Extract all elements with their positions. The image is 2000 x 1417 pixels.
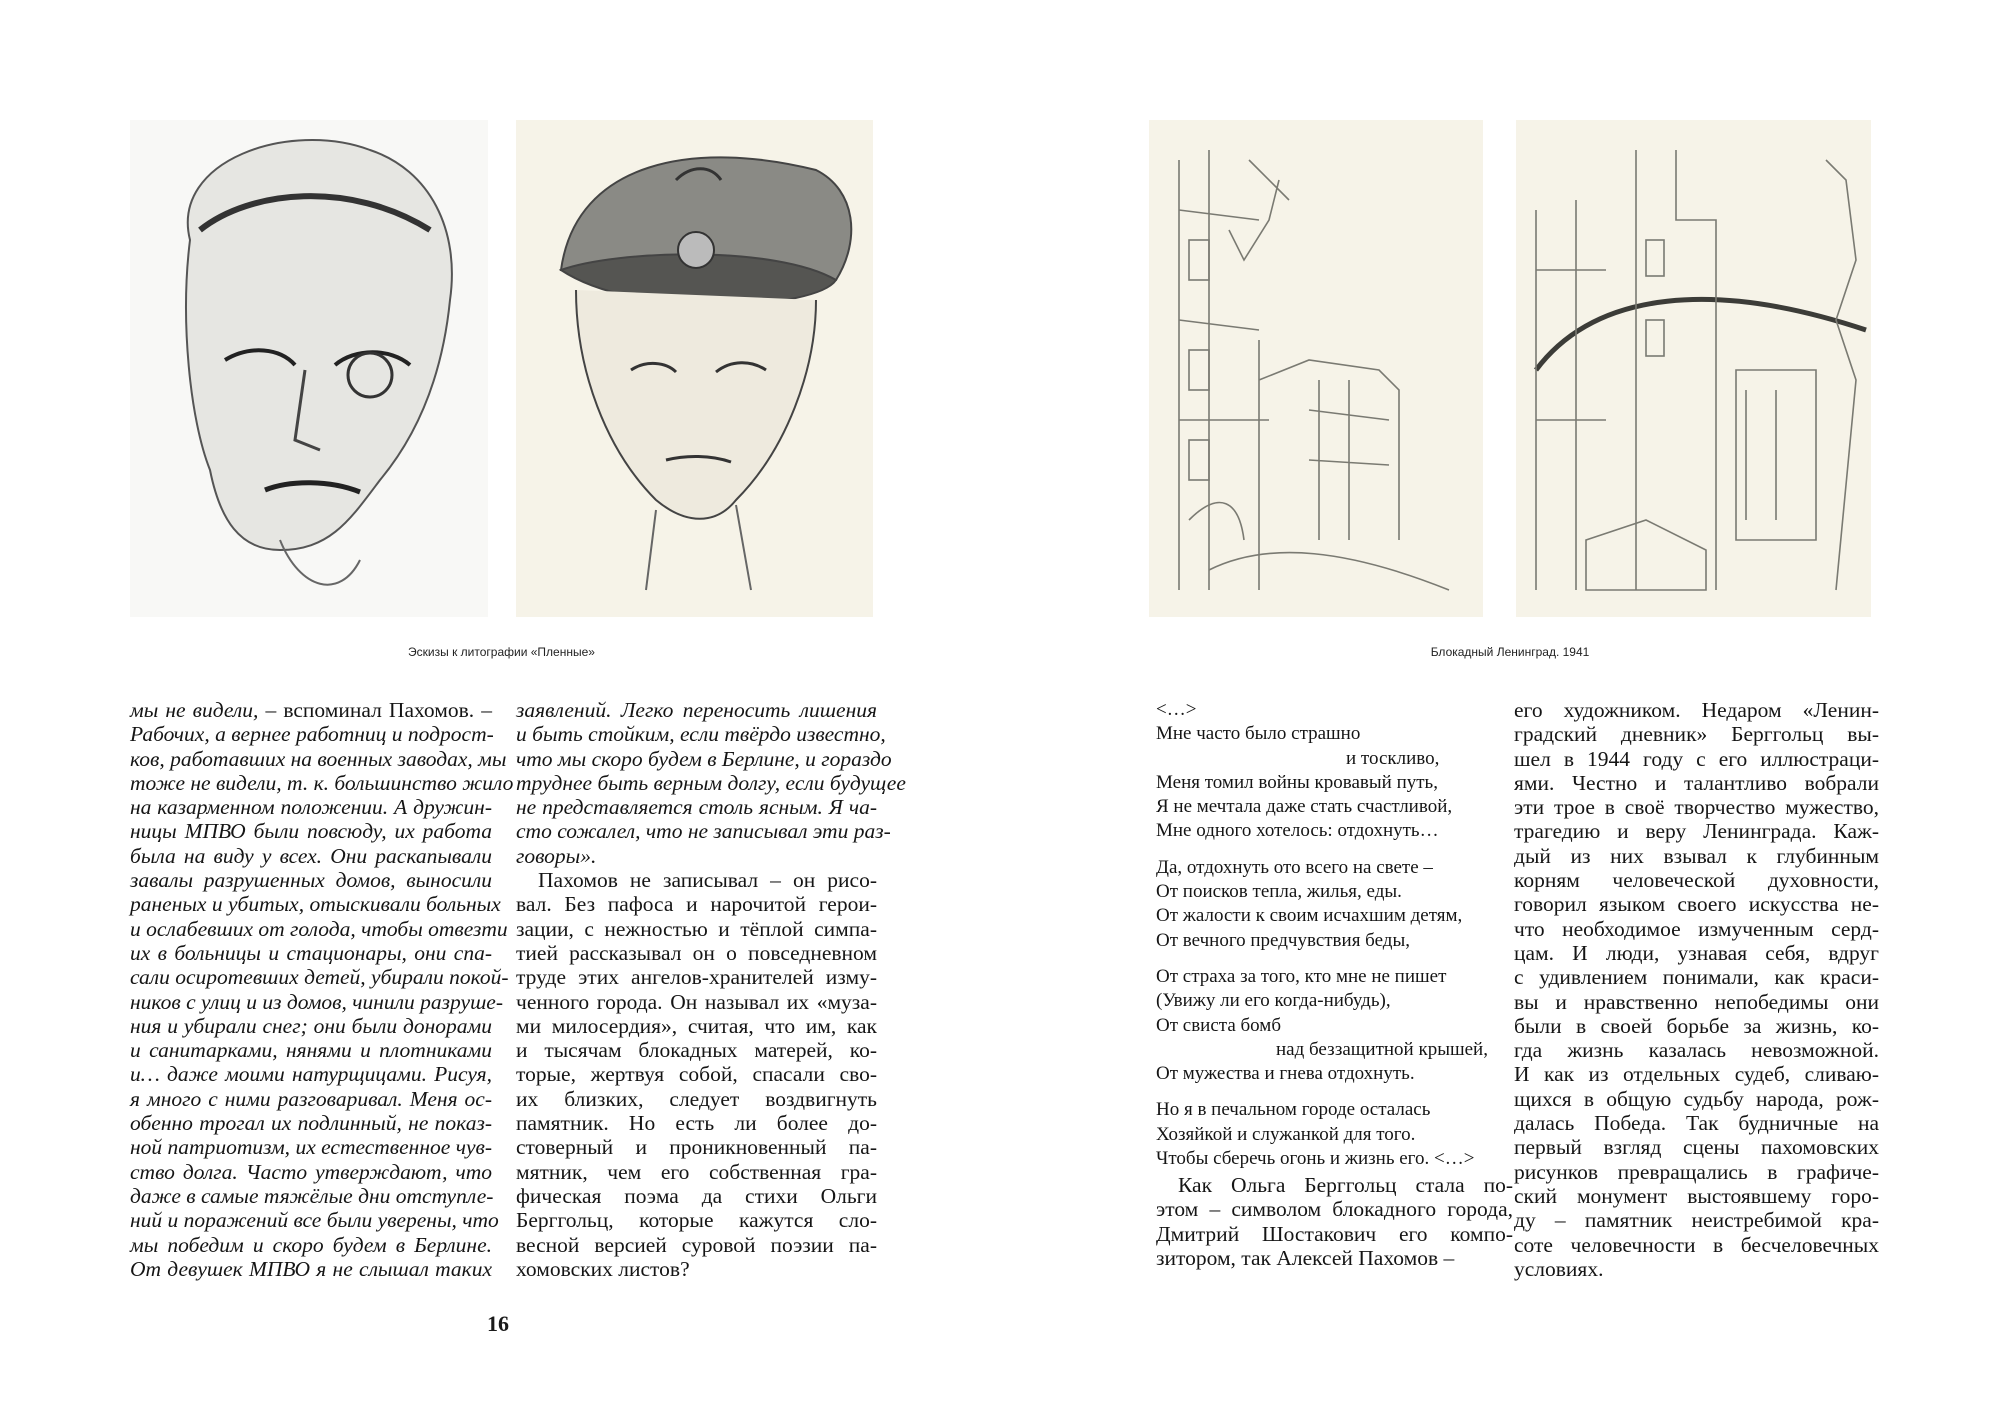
right-text-column-1 [1156, 1173, 1513, 1270]
text-line: были в своей борьбе за жизнь, ко- [1514, 1013, 1879, 1038]
left-text-column-2 [516, 698, 906, 1281]
text-line: зации, с нежностью и тёплой симпа- [516, 916, 877, 941]
text-line: трагедию и веру Ленинграда. Каж- [1514, 819, 1879, 844]
text-line: была на виду у всех. Они раскапывали [130, 843, 492, 868]
text-line: первый взгляд сцены пахомовских [1514, 1135, 1879, 1160]
text-line: мятник, чем его собственная гра- [516, 1159, 877, 1184]
text-line: мы не видели, – вспоминал Пахомов. – [130, 698, 492, 722]
poem-line: и тоскливо, [1346, 747, 1440, 769]
poem-line: От страха за того, кто мне не пишет [1156, 965, 1447, 987]
text-line: ников с улиц и из домов, чинили разруше- [130, 989, 503, 1014]
text-line: фическая поэма да стихи Ольги [516, 1183, 877, 1208]
ruined-buildings-sketch [1516, 120, 1871, 617]
poem-line: Но я в печальном городе осталась [1156, 1099, 1431, 1121]
text-line: Рабочих, а вернее работниц и подрост- [130, 722, 494, 747]
text-line: заявлений. Легко переносить лишения [516, 698, 877, 722]
text-line: тией рассказывал он о повседневном [516, 940, 877, 965]
text-line: труднее быть верным долгу, если будущее [516, 770, 906, 795]
text-line: весной версией суровой поэзии па- [516, 1232, 877, 1257]
right-caption: Блокадный Ленинград. 1941 [1430, 645, 1590, 659]
text-line: и… даже моими натурщицами. Рисуя, [130, 1062, 492, 1087]
blockade-street-sketch [1149, 120, 1483, 617]
text-line: торые, жертвуя собой, спасали сво- [516, 1062, 877, 1087]
text-line: И как из отдельных судеб, сливаю- [1514, 1062, 1879, 1087]
text-line: зитором, так Алексей Пахомов – [1156, 1245, 1455, 1270]
portrait-sketch-officer-cap [516, 120, 873, 617]
poem-line: Меня томил войны кровавый путь, [1156, 771, 1438, 793]
poem-line: Мне одного хотелось: отдохнуть… [1156, 820, 1439, 842]
poem-line: Мне часто было страшно [1156, 723, 1361, 745]
text-line: говоры». [516, 843, 597, 868]
text-line: сали осиротевших детей, убирали покой- [130, 965, 509, 990]
text-line: рисунков превращались в графиче- [1514, 1159, 1879, 1184]
text-line: говорил языком своего искусства не- [1514, 892, 1879, 917]
text-line: далась Победа. Так будничные на [1514, 1111, 1879, 1136]
text-line: Как Ольга Берггольц стала по- [1178, 1173, 1513, 1197]
text-line: его художником. Недаром «Ленин- [1514, 698, 1879, 722]
text-line: ство долга. Часто утверждают, что [130, 1159, 492, 1184]
poem-line: От мужества и гнева отдохнуть. [1156, 1063, 1415, 1085]
text-line: и тысячам блокадных матерей, ко- [516, 1038, 877, 1063]
text-line: и санитарками, нянями и плотниками [130, 1038, 492, 1063]
text-line: ний и поражений все были уверены, что [130, 1208, 499, 1233]
text-line: гда жизнь казалась невозможной. [1514, 1038, 1879, 1063]
text-line: сто сожалел, что не записывал эти раз- [516, 819, 891, 844]
right-text-column-2 [1514, 698, 1879, 1281]
text-line: памятник. Но есть ли более до- [516, 1111, 877, 1136]
poem-line: над беззащитной крышей, [1276, 1038, 1488, 1060]
poem-block [1156, 698, 1506, 1171]
poem-line: (Увижу ли его когда-нибудь), [1156, 990, 1391, 1012]
text-line: ми милосердия», считая, что им, как [516, 1013, 877, 1038]
text-line: я много с ними разговаривал. Меня ос- [130, 1086, 492, 1111]
text-line: стоверный и проникновенный па- [516, 1135, 877, 1160]
poem-line: Хозяйкой и служанкой для того. [1156, 1123, 1416, 1145]
text-line: раненых и убитых, отыскивали больных [130, 892, 501, 917]
text-line: эти трое в своё творчество мужество, [1514, 795, 1879, 820]
text-line: мы победим и скоро будем в Берлине. [130, 1232, 492, 1257]
text-line: градский дневник» Берггольц вы- [1514, 722, 1879, 747]
text-line: и быть стойким, если твёрдо известно, [516, 722, 886, 747]
poem-line: От жалости к своим исчахшим детям, [1156, 905, 1463, 927]
text-line: ков, работавших на военных заводах, мы [130, 746, 507, 771]
text-line: ченного города. Он называл их «муза- [516, 989, 877, 1014]
text-line: дый из них взывал к глубинным [1514, 843, 1879, 868]
text-line: ский монумент выстоявшему горо- [1514, 1183, 1879, 1208]
poem-line: <…> [1156, 699, 1197, 720]
text-line: Пахомов не записывал – он рисо- [538, 868, 877, 893]
text-line: их в больницы и стационары, они спа- [130, 940, 492, 965]
poem-line: От вечного предчувствия беды, [1156, 929, 1410, 951]
text-line: корням человеческой духовности, [1514, 868, 1879, 893]
text-line: соте человечности в бесчеловечных [1514, 1232, 1879, 1257]
text-line: на казарменном положении. А дружин- [130, 795, 492, 820]
text-line: хомовских листов? [516, 1256, 690, 1281]
text-line: Дмитрий Шостакович его компо- [1156, 1221, 1513, 1246]
text-line: ной патриотизм, их естественное чув- [130, 1135, 492, 1160]
text-line: что необходимое измученным серд- [1514, 916, 1879, 941]
poem-line: От поисков тепла, жилья, еды. [1156, 881, 1402, 903]
text-line: цам. И люди, узнавая себя, вдруг [1514, 940, 1879, 965]
poem-line: Чтобы сберечь огонь и жизнь его. <…> [1156, 1148, 1475, 1170]
portrait-sketch-man [130, 120, 488, 617]
poem-line: От свиста бомб [1156, 1014, 1281, 1036]
left-caption: Эскизы к литографии «Пленные» [408, 645, 595, 659]
text-line: шел в 1944 году с его иллюстраци- [1514, 746, 1879, 771]
text-line: не представляется столь ясным. Я ча- [516, 795, 877, 820]
text-line: их близких, следует воздвигнуть [516, 1086, 877, 1111]
text-line: этом – символом блокадного города, [1156, 1197, 1513, 1222]
text-line: условиях. [1514, 1256, 1604, 1281]
left-text-column-1 [130, 698, 514, 1281]
poem-line: Я не мечтала даже стать счастливой, [1156, 796, 1453, 818]
text-line: даже в самые тяжёлые дни отступле- [130, 1183, 494, 1208]
text-line: ницы МПВО были повсюду, их работа [130, 819, 492, 844]
text-line: ния и убирали снег; они были донорами [130, 1013, 492, 1038]
text-line: Берггольц, которые кажутся сло- [516, 1208, 877, 1233]
text-line: вал. Без пафоса и нарочитой герои- [516, 892, 877, 917]
text-line: ду – памятник неистребимой кра- [1514, 1208, 1879, 1233]
text-line: и ослабевших от голода, чтобы отвезти [130, 916, 508, 941]
text-line: От девушек МПВО я не слышал таких [130, 1256, 492, 1281]
text-line: завалы разрушенных домов, выносили [130, 868, 492, 893]
text-line: обенно трогал их подлинный, не показ- [130, 1111, 492, 1136]
text-line: что мы скоро будем в Берлине, и гораздо [516, 746, 892, 771]
text-line: ями. Честно и талантливо вобрали [1514, 770, 1879, 795]
text-line: вы и нравственно непобедимы они [1514, 989, 1879, 1014]
text-line: щихся в общую судьбу народа, рож- [1514, 1086, 1879, 1111]
poem-line: Да, отдохнуть ото всего на свете – [1156, 856, 1433, 878]
text-line: с удивлением понимали, как краси- [1514, 965, 1879, 990]
page-number: 16 [487, 1311, 509, 1336]
text-line: труде этих ангелов-хранителей изму- [516, 965, 877, 990]
text-line: тоже не видели, т. к. большинство жило [130, 770, 514, 795]
